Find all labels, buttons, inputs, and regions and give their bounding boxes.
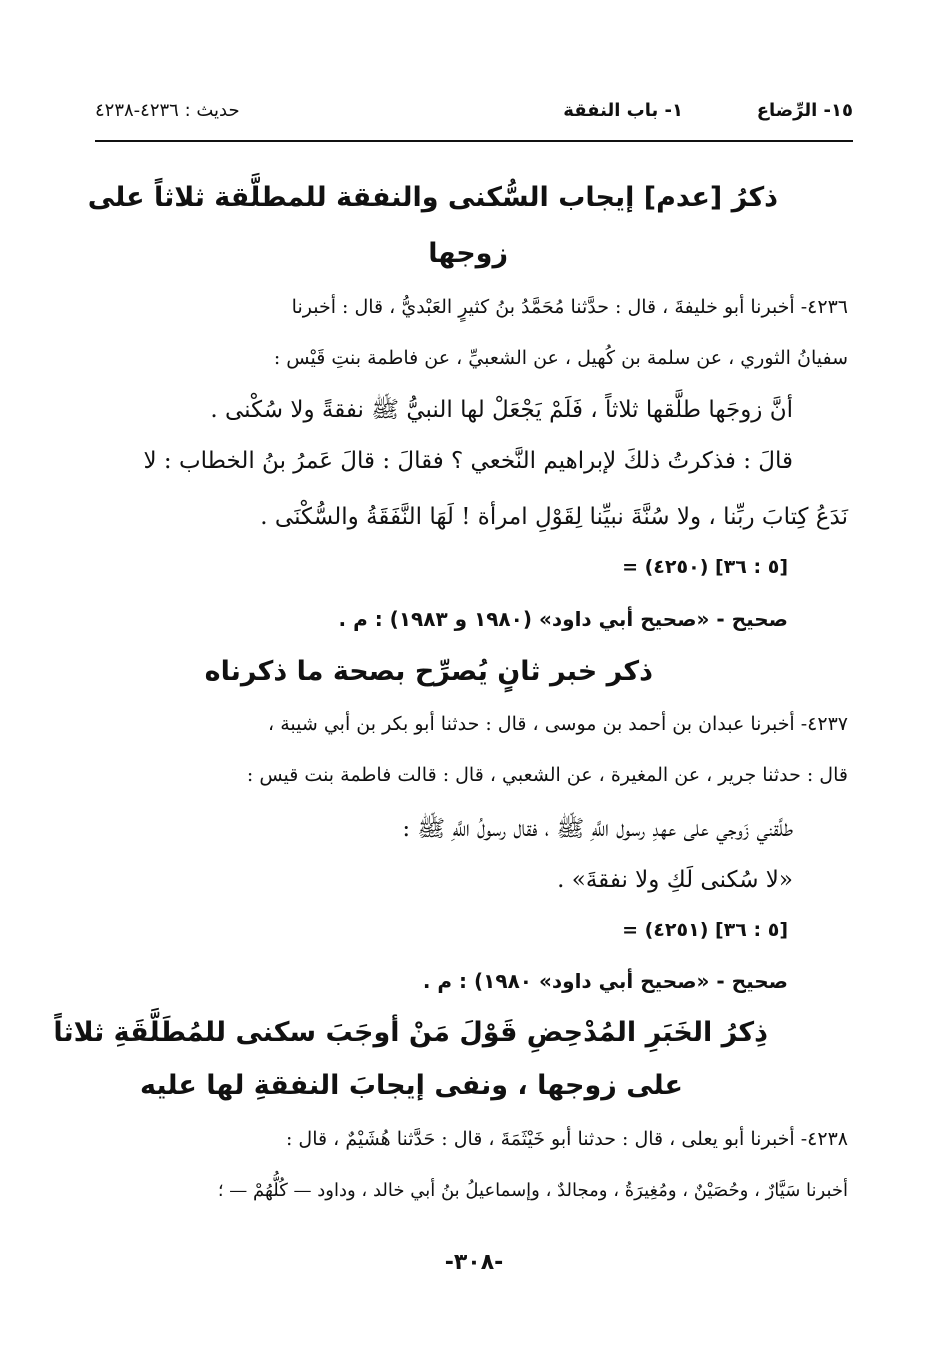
grading-4236: صحيح - «صحيح أبي داود» (١٩٨٠ و ١٩٨٣) : م . xyxy=(338,607,788,631)
grading-4237: صحيح - «صحيح أبي داود» ١٩٨٠) : م . xyxy=(422,969,788,993)
hadith-range: حديث : ٤٢٣٦-٤٢٣٨ xyxy=(95,100,240,121)
cross-reference-4237: = (٤٢٥١) [٥ : ٣٦] xyxy=(622,919,788,941)
section-title: ١- باب النفقة xyxy=(563,100,683,121)
header-rule xyxy=(95,140,853,142)
isnad-4238-line-2: أخبرنا سَيَّارٌ ، وحُصَيْنٌ ، ومُغِيرَةُ ، ومجالدٌ ، وإسماعيلُ بنُ أبي خالد ، وداود — كُلُّهُمْ — ؛ xyxy=(217,1180,848,1201)
heading-3-line-1: ذِكرُ الخَبَرِ المُدْحِضِ قَوْلَ مَنْ أوجَبَ سكنى للمُطَلَّقَةِ ثلاثاً xyxy=(53,1017,768,1048)
heading-1-line-2: زوجها xyxy=(428,238,508,269)
isnad-4237-line-1: ٤٢٣٧- أخبرنا عبدان بن أحمد بن موسى ، قال : حدثنا أبو بكر بن أبي شيبة ، xyxy=(268,713,848,735)
matn-4236-line-2: قالَ : فذكرتُ ذلكَ لإبراهيم النَّخعي ؟ فقالَ : قالَ عَمرُ بنُ الخطاب : لا xyxy=(143,448,793,474)
page-number: -٣٠٨- xyxy=(444,1250,504,1275)
cross-reference-4236: = (٤٢٥٠) [٥ : ٣٦] xyxy=(622,556,788,578)
isnad-4238-line-1: ٤٢٣٨- أخبرنا أبو يعلى ، قال : حدثنا أبو خَيْثَمَةَ ، قال : حَدَّثنا هُشَيْمٌ ، قال : xyxy=(285,1128,848,1150)
heading-1-line-1: ذكرُ [عدم] إيجاب السُّكنى والنفقة للمطلَّقة ثلاثاً على xyxy=(87,182,778,213)
isnad-4236-line-2: سفيانُ الثوري ، عن سلمة بن كُهيل ، عن الشعبيِّ ، عن فاطمة بنتِ قَيْس : xyxy=(273,347,848,369)
chapter-title: ١٥- الرِّضاع xyxy=(756,100,853,121)
heading-2: ذكر خبر ثانٍ يُصرِّح بصحة ما ذكرناه xyxy=(204,656,653,687)
matn-4236-line-1: أنَّ زوجَها طلَّقها ثلاثاً ، فَلَمْ يَجْعَلْ لها النبيُّ ﷺ نفقةً ولا سُكْنى . xyxy=(210,397,793,423)
matn-4237-line-1: طلَّقني زَوجي على عهدِ رسول اللَّهِ ﷺ ، فقال رسولُ اللَّهِ ﷺ : xyxy=(402,816,793,842)
isnad-4236-line-1: ٤٢٣٦- أخبرنا أبو خليفةَ ، قال : حدَّثنا مُحَمَّدُ بنُ كثيرٍ العَبْديُّ ، قال : أخبرنا xyxy=(291,296,848,318)
heading-3-line-2: على زوجها ، ونفى إيجابَ النفقةِ لها عليه xyxy=(140,1070,683,1101)
isnad-4237-line-2: قال : حدثنا جرير ، عن المغيرة ، عن الشعبي ، قال : قالت فاطمة بنت قيس : xyxy=(246,764,848,786)
matn-4236-line-3: نَدَعُ كِتابَ ربِّنا ، ولا سُنَّةَ نبيِّنا لِقَوْلِ امرأة ! لَهَا النَّفَقَةُ والسُّكْنَى . xyxy=(260,504,848,530)
matn-4237-line-2: «لا سُكنى لَكِ ولا نفقةَ» . xyxy=(557,867,793,893)
running-header xyxy=(95,100,853,136)
